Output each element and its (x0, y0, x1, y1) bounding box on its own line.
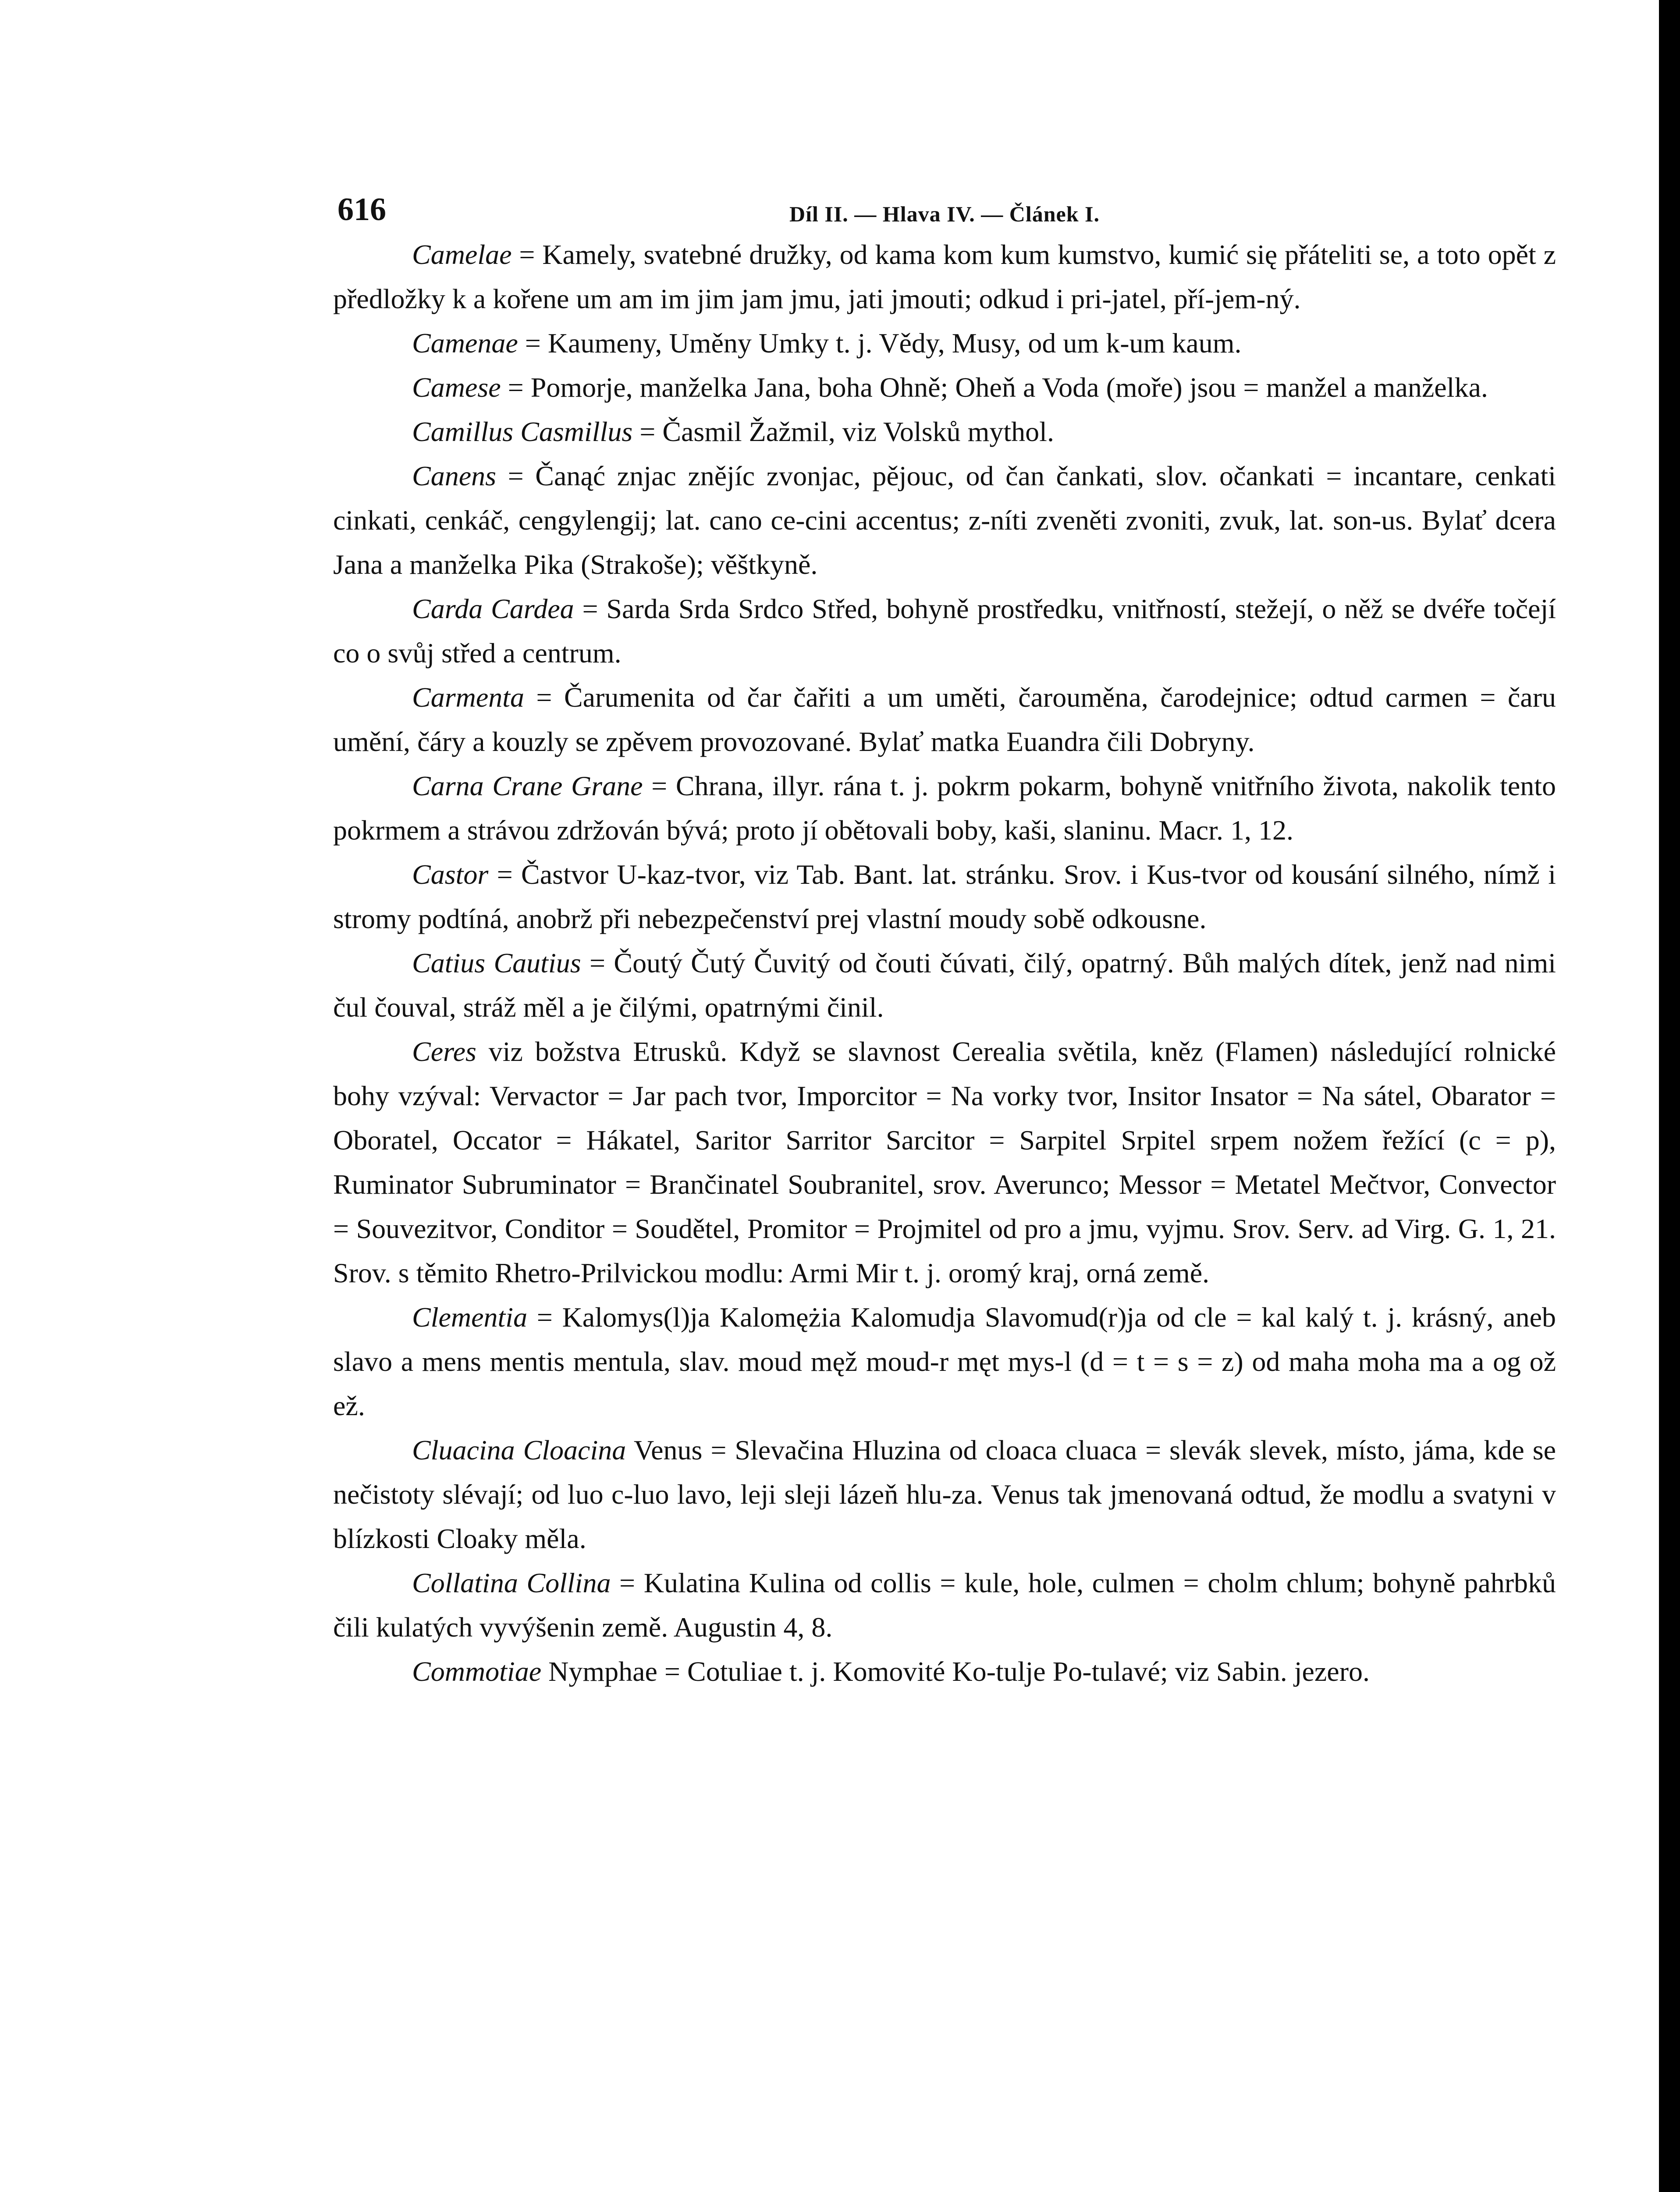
page-number: 616 (337, 192, 386, 228)
entry (333, 1029, 1556, 1295)
entry (333, 941, 1556, 1029)
entry-headword: Carda Cardea (412, 593, 574, 624)
entry-text: Venus = Slevačina Hluzina od cloaca cluaca = slevák slevek, místo, jáma, kde se nečistoty slévají; od luo c-luo lavo, leji sleji lázeň hlu-za. Venus tak jmenovaná odtud, že modlu a svatyni v blízkosti Cloaky měla. (333, 1434, 1556, 1554)
entry-headword: Catius Cautius (412, 947, 581, 979)
entry-text: = Kaumeny, Uměny Umky t. j. Vědy, Musy, od um k-um kaum. (518, 327, 1242, 359)
entry (333, 409, 1556, 454)
entry-text: = Časmil Žažmil, viz Volsků mythol. (632, 416, 1054, 447)
entry-headword: Clementia (412, 1302, 528, 1333)
entry (333, 675, 1556, 764)
entry-text: viz božstva Etrusků. Když se slavnost Cerealia světila, kněz (Flamen) následující rolnické bohy vzýval: Vervactor = Jar pach tvor, Imporcitor = Na vorky tvor, Insitor Insator = Na sátel, Obarator = Oboratel, Occator = Hákatel, Saritor Sarritor Sarcitor = Sarpitel Srpitel srpem nožem řežící (c = p), Ruminator Subruminator = Brančinatel Soubranitel, srov. Averunco; Messor = Metatel Mečtvor, Convector = Souvezitvor, Conditor = Soudětel, Promitor = Projmitel od pro a jmu, vyjmu. Srov. Serv. ad Virg. G. 1, 21. Srov. s těmito Rhetro-Prilvickou modlu: Armi Mir t. j. oromý kraj, orná země. (333, 1036, 1556, 1288)
entry (333, 852, 1556, 941)
page-header (333, 184, 1556, 232)
entry-headword: Camelae (412, 239, 512, 270)
entry-headword: Camillus Casmillus (412, 416, 633, 447)
entry (333, 232, 1556, 321)
entry-text: = Kamely, svatebné družky, od kama kom kum kumstvo, kumić się přáteliti se, a toto opět z předložky k a kořene um am im jim jam jmu, jati jmouti; odkud i pri-jatel, pří-jem-ný. (333, 239, 1556, 314)
entry (333, 587, 1556, 675)
entry (333, 1649, 1556, 1694)
running-head: Díl II. — Hlava IV. — Článek I. (789, 202, 1100, 226)
entry-headword: Castor (412, 859, 489, 890)
entry (333, 454, 1556, 587)
entry-text: = Sarda Srda Srdco Střed, bohyně prostředku, vnitřností, stežejí, o něž se dvéře točejí co o svůj střed a centrum. (333, 593, 1556, 669)
entry (333, 365, 1556, 409)
entry-text: = Chrana, illyr. rána t. j. pokrm pokarm, bohyně vnitřního života, nakolik tento pokrmem a strávou zdržován bývá; proto jí obětovali boby, kaši, slaninu. Macr. 1, 12. (333, 770, 1556, 846)
entry-text: = Čarumenita od čar čařiti a um uměti, čarouměna, čarodejnice; odtud carmen = čaru umění, čáry a kouzly se zpěvem provozované. Bylať matka Euandra čili Dobryny. (333, 682, 1556, 757)
book-page (333, 184, 1556, 1694)
entry-headword: Carna Crane Grane (412, 770, 643, 801)
entry-headword: Cluacina Cloacina (412, 1434, 626, 1466)
entry-headword: Camenae (412, 327, 518, 359)
entry-text: Nymphae = Cotuliae t. j. Komovité Ko-tulje Po-tulavé; viz Sabin. jezero. (541, 1656, 1370, 1687)
entry-headword: Collatina Collina (412, 1567, 611, 1598)
entry (333, 321, 1556, 365)
entry-text: = Kulatina Kulina od collis = kule, hole, culmen = cholm chlum; bohyně pahrbků čili kulatých vyvýšenin země. Augustin 4, 8. (333, 1567, 1556, 1643)
entry-text: = Čanąć znjac znějíc zvonjac, pějouc, od čan čankati, slov. očankati = incantare, cenkati cinkati, cenkáč, cengylengij; lat. cano ce-cini accentus; z-níti zveněti zvoniti, zvuk, lat. son-us. Bylať dcera Jana a manželka Pika (Strakoše); věštkyně. (333, 460, 1556, 580)
entry-text: = Pomorje, manželka Jana, boha Ohně; Oheň a Voda (moře) jsou = manžel a manželka. (501, 372, 1488, 403)
entry-text: = Kalomys(l)ja Kalomężia Kalomudja Slavomud(r)ja od cle = kal kalý t. j. krásný, aneb slavo a mens mentis mentula, slav. moud męž moud-r męt mys-l (d = t = s = z) od maha moha ma a og ož ež. (333, 1302, 1556, 1421)
entry (333, 1295, 1556, 1428)
entry-headword: Carmenta (412, 682, 524, 713)
entry (333, 764, 1556, 852)
dictionary-entries (333, 232, 1556, 1694)
entry-headword: Canens (412, 460, 496, 491)
entry-headword: Commotiae (412, 1656, 542, 1687)
entry-text: = Čoutý Čutý Čuvitý od čouti čúvati, čilý, opatrný. Bůh malých dítek, jenž nad nimi čul čouval, stráž měl a je čilými, opatrnými činil. (333, 947, 1556, 1023)
entry (333, 1561, 1556, 1649)
entry-headword: Camese (412, 372, 501, 403)
entry-headword: Ceres (412, 1036, 476, 1067)
entry-text: = Častvor U-kaz-tvor, viz Tab. Bant. lat. stránku. Srov. i Kus-tvor od kousání silného, nímž i stromy podtíná, anobrž při nebezpečenství prej vlastní moudy sobě odkousne. (333, 859, 1556, 934)
entry (333, 1428, 1556, 1561)
